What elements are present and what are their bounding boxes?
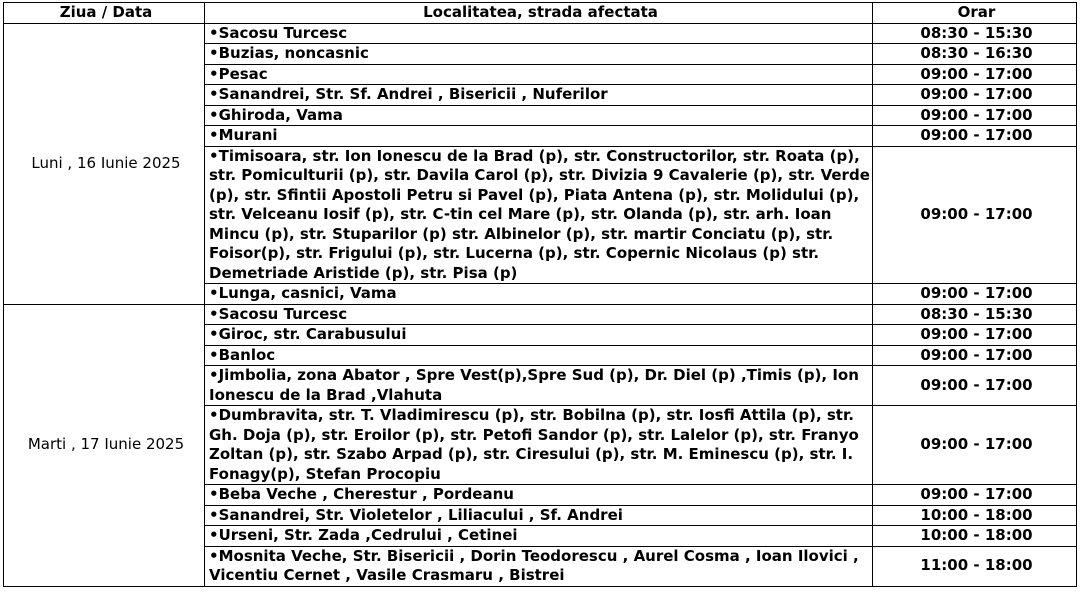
day-date-cell: Luni , 16 Iunie 2025 — [4, 23, 205, 304]
time-cell: 09:00 - 17:00 — [873, 126, 1077, 147]
location-cell: •Sanandrei, Str. Violetelor , Liliacului , Sf. Andrei — [205, 505, 873, 526]
location-cell: •Dumbravita, str. T. Vladimirescu (p), str. Bobilna (p), str. Iosfi Attila (p), str. Gh. Doja (p), str. Eroilor (p), str. Petofi Sandor (p), str. Lalelor (p), str. Franyo Zoltan (p), str. Szabo Arpad (p), str. Ciresului (p), str. M. Eminescu (p), str. I. Fonagy(p), Stefan Procopiu — [205, 406, 873, 485]
location-cell: •Buzias, noncasnic — [205, 44, 873, 65]
time-cell: 09:00 - 17:00 — [873, 485, 1077, 506]
time-cell: 09:00 - 17:00 — [873, 64, 1077, 85]
location-cell: •Murani — [205, 126, 873, 147]
location-cell: •Giroc, str. Carabusului — [205, 325, 873, 346]
time-cell: 09:00 - 17:00 — [873, 85, 1077, 106]
time-cell: 09:00 - 17:00 — [873, 105, 1077, 126]
location-cell: •Sanandrei, Str. Sf. Andrei , Bisericii , Nuferilor — [205, 85, 873, 106]
location-cell: •Beba Veche , Cherestur , Pordeanu — [205, 485, 873, 506]
location-cell: •Timisoara, str. Ion Ionescu de la Brad (p), str. Constructorilor, str. Roata (p), str. Pomiculturii (p), str. Davila Carol (p), str. Divizia 9 Cavalerie (p), str. Verde (p), str. Sfintii Apostoli Petru si Pavel (p), Piata Antena (p), str. Molidului (p), str. Velceanu Iosif (p), str. C-tin cel Mare (p), str. Olanda (p), str. arh. Ioan Mincu (p), str. Stuparilor (p) str. Albinelor (p), str. martir Conciatu (p), str. Foisor(p), str. Frigului (p), str. Lucerna (p), str. Copernic Nicolaus (p) str. Demetriade Aristide (p), str. Pisa (p) — [205, 146, 873, 284]
header-time: Orar — [873, 3, 1077, 24]
time-cell: 11:00 - 18:00 — [873, 546, 1077, 586]
time-cell: 10:00 - 18:00 — [873, 505, 1077, 526]
time-cell: 09:00 - 17:00 — [873, 345, 1077, 366]
header-location: Localitatea, strada afectata — [205, 3, 873, 24]
location-cell: •Sacosu Turcesc — [205, 304, 873, 325]
header-date: Ziua / Data — [4, 3, 205, 24]
location-cell: •Urseni, Str. Zada ,Cedrului , Cetinei — [205, 526, 873, 547]
time-cell: 09:00 - 17:00 — [873, 146, 1077, 284]
outage-schedule-table — [3, 2, 1077, 587]
time-cell: 08:30 - 15:30 — [873, 304, 1077, 325]
time-cell: 08:30 - 15:30 — [873, 23, 1077, 44]
table-row — [4, 304, 1077, 325]
location-cell: •Lunga, casnici, Vama — [205, 284, 873, 305]
time-cell: 10:00 - 18:00 — [873, 526, 1077, 547]
location-cell: •Pesac — [205, 64, 873, 85]
day-date-cell: Marti , 17 Iunie 2025 — [4, 304, 205, 586]
location-cell: •Mosnita Veche, Str. Bisericii , Dorin Teodorescu , Aurel Cosma , Ioan Ilovici , Vicentiu Cernet , Vasile Crasmaru , Bistrei — [205, 546, 873, 586]
time-cell: 09:00 - 17:00 — [873, 406, 1077, 485]
time-cell: 08:30 - 16:30 — [873, 44, 1077, 65]
location-cell: •Jimbolia, zona Abator , Spre Vest(p),Spre Sud (p), Dr. Diel (p) ,Timis (p), Ion Ionescu de la Brad ,Vlahuta — [205, 366, 873, 406]
header-row — [4, 3, 1077, 24]
table-row — [4, 23, 1077, 44]
time-cell: 09:00 - 17:00 — [873, 325, 1077, 346]
time-cell: 09:00 - 17:00 — [873, 366, 1077, 406]
location-cell: •Sacosu Turcesc — [205, 23, 873, 44]
location-cell: •Ghiroda, Vama — [205, 105, 873, 126]
location-cell: •Banloc — [205, 345, 873, 366]
time-cell: 09:00 - 17:00 — [873, 284, 1077, 305]
